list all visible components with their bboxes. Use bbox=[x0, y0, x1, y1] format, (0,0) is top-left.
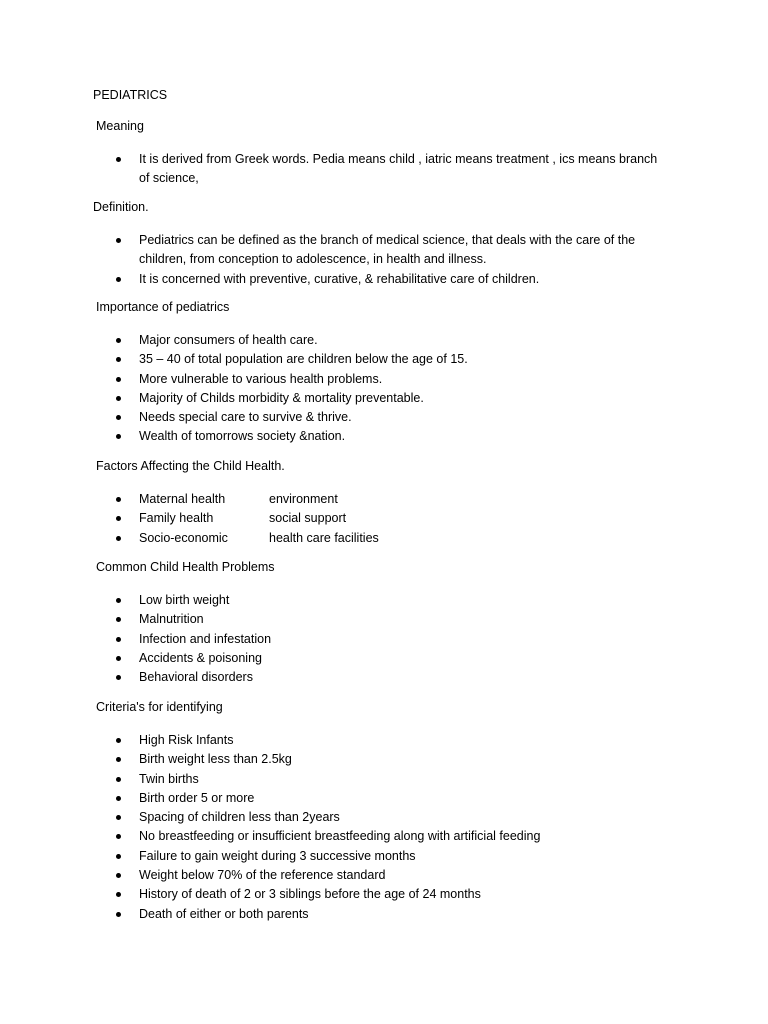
factors-heading: Factors Affecting the Child Health. bbox=[96, 459, 285, 473]
list-item: Majority of Childs morbidity & mortality preventable. bbox=[0, 389, 768, 408]
meaning-list bbox=[0, 150, 768, 189]
list-item: Malnutrition bbox=[0, 610, 768, 629]
list-item: Wealth of tomorrows society &nation. bbox=[0, 427, 768, 446]
problems-heading: Common Child Health Problems bbox=[96, 560, 275, 574]
list-item: Low birth weight bbox=[0, 591, 768, 610]
definition-heading: Definition. bbox=[93, 200, 149, 214]
list-item: Failure to gain weight during 3 successive months bbox=[0, 847, 768, 866]
list-item: Pediatrics can be defined as the branch of medical science, that deals with the care of the children, from conception to adolescence, in health and illness. bbox=[0, 231, 768, 270]
factors-list bbox=[0, 490, 768, 548]
list-item: History of death of 2 or 3 siblings before the age of 24 months bbox=[0, 885, 768, 904]
list-item: No breastfeeding or insufficient breastfeeding along with artificial feeding bbox=[0, 827, 768, 846]
definition-list bbox=[0, 231, 768, 289]
list-item: Socio-economic health care facilities bbox=[0, 529, 768, 548]
problems-list bbox=[0, 591, 768, 687]
list-item: 35 – 40 of total population are children below the age of 15. bbox=[0, 350, 768, 369]
list-item: Birth order 5 or more bbox=[0, 789, 768, 808]
importance-list bbox=[0, 331, 768, 447]
list-item: Twin births bbox=[0, 770, 768, 789]
list-item: Behavioral disorders bbox=[0, 668, 768, 687]
list-item: Infection and infestation bbox=[0, 630, 768, 649]
meaning-heading: Meaning bbox=[96, 119, 144, 133]
list-item: Birth weight less than 2.5kg bbox=[0, 750, 768, 769]
list-item: It is derived from Greek words. Pedia means child , iatric means treatment , ics means branch of science, bbox=[0, 150, 768, 189]
list-item: High Risk Infants bbox=[0, 731, 768, 750]
list-item: It is concerned with preventive, curative, & rehabilitative care of children. bbox=[0, 270, 768, 289]
importance-heading: Importance of pediatrics bbox=[96, 300, 230, 314]
criteria-list bbox=[0, 731, 768, 924]
page-title: PEDIATRICS bbox=[93, 88, 168, 102]
list-item: Maternal health environment bbox=[0, 490, 768, 509]
list-item: Major consumers of health care. bbox=[0, 331, 768, 350]
list-item: Spacing of children less than 2years bbox=[0, 808, 768, 827]
list-item: More vulnerable to various health problems. bbox=[0, 370, 768, 389]
criteria-heading: Criteria's for identifying bbox=[96, 700, 223, 714]
list-item: Accidents & poisoning bbox=[0, 649, 768, 668]
list-item: Death of either or both parents bbox=[0, 905, 768, 924]
list-item: Weight below 70% of the reference standard bbox=[0, 866, 768, 885]
list-item: Needs special care to survive & thrive. bbox=[0, 408, 768, 427]
list-item: Family health social support bbox=[0, 509, 768, 528]
